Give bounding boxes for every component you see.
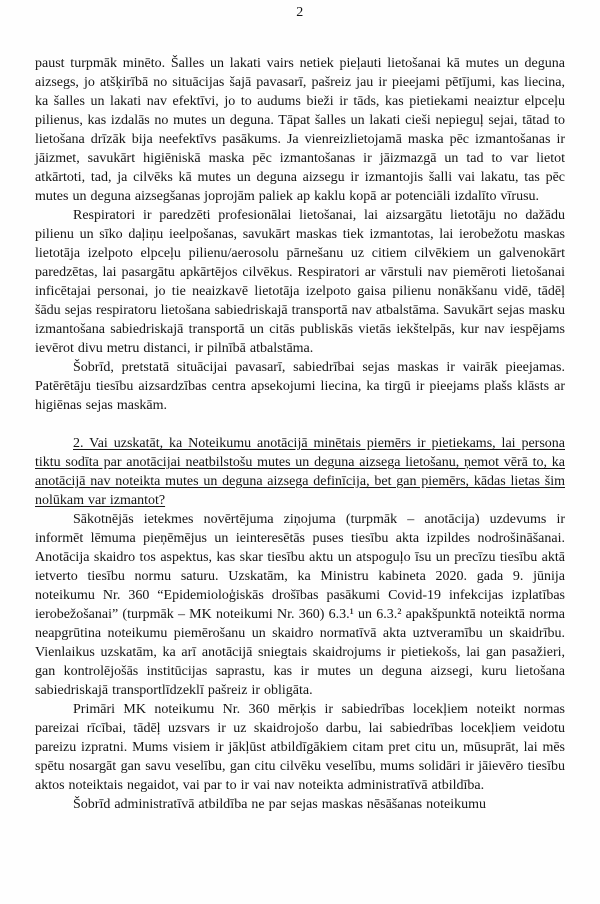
page-number: 2 <box>296 5 304 20</box>
paragraph-annotation-purpose: Sākotnējās ietekmes novērtējuma ziņojuma (turpmāk – anotācija) uzdevums ir informēt lēmuma pieņēmējus un ieinteresētās puses tiesību akta izpildes nodrošināšanai. Anotācija skaidro tos aspektus, kas skar tiesību aktu un atspoguļo īsu un precīzu tiesību aktā ietverto tiesību normu saturu. Uzskatām, ka Ministru kabineta 2020. gada 9. jūnija noteikumu Nr. 360 “Epidemioloģiskās drošības pasākumi Covid-19 infekcijas izplatības ierobežošanai” (turpmāk – MK noteikumi Nr. 360) 6.3.¹ un 6.3.² apakšpunktā noteiktā norma neapgrūtina noteikumu piemērošanu un skaidro normatīvā akta uztveramību un skaidrību. Vienlaikus uzskatām, ka arī anotācijā sniegtais skaidrojums ir pietiekošs, lai gan pasažieri, gan kontrolējošās institūcijas saprastu, kas ir mutes un deguna aizsegi, kuru lietošana sabiedriskajā transportlīdzeklī pašreiz ir obligāta. <box>35 512 565 698</box>
paragraph-continuation-scarves: paust turpmāk minēto. Šalles un lakati vairs netiek pieļauti lietošanai kā mutes un deguna aizsegs, jo atšķirībā no situācijas šajā pavasarī, pašreiz jau ir pieejami pētījumi, kas liecina, ka šalles un lakati nav efektīvi, jo to audums bieži ir tāds, kas pietiekami neaiztur elpceļu pilienus, kas izdalās no mutes un deguna. Tāpat šalles un lakati cieši nepieguļ sejai, tātad to lietošana drīzāk bija neefektīvs pasākums. Ja vienreizlietojamā maska pēc izmantošanas ir jāizmet, savukārt higiēniskā maska pēc izmantošanas ir jāizmazgā un tad to var lietot atkārtoti, tad, ja cilvēks kā mutes un deguna aizsegu ir izmantojis šalli vai lakatu, tas pēc mutes un deguna aizsegšanas joprojām paliek ap kaklu kopā ar potenciāli izdalīto vīrusu. <box>35 56 565 204</box>
paragraph-final-line: Šobrīd administratīvā atbildība ne par sejas maskas nēsāšanas noteikumu <box>73 797 487 812</box>
paragraph-respirators: Respiratori ir paredzēti profesionālai lietošanai, lai aizsargātu lietotāju no dažādu pilienu un sīko daļiņu ieelpošanas, savukārt maskas tiek izmantotas, lai ierobežotu maskas lietotāja izelpoto elpceļu pilienu/aerosolu pārnešanu uz citiem cilvēkiem un galvenokārt paredzētas, lai pasargātu apkārtējos cilvēkus. Respiratori ar vārstuli nav piemēroti lietošanai inficētajai personai, jo tie neaizkavē lietotāja izelpoto gaisa pilienu nonākšanu vidē, tādēļ šādu sejas respiratoru lietošana sabiedriskajā transportā nav atbalstāma. Savukārt sejas masku izmantošana sabiedriskajā transportā un citās publiskās vietās iekštelpās, kur nav iespējams ievērot divu metru distanci, ir pilnībā atbalstāma. <box>35 208 565 356</box>
paragraph-primary-goal: Primāri MK noteikumu Nr. 360 mērķis ir sabiedrības locekļiem noteikt normas pareizai rīcībai, tādēļ uzsvars ir uz skaidrojošo darbu, lai sabiedrības locekļiem veidotu pareizu izpratni. Mums visiem ir jākļūst atbildīgākiem citam pret citu un, mūsuprāt, lai mēs spētu nosargāt gan savu veselību, gan citu cilvēku veselību, mums solidāri ir jāievēro tiesību aktos noteiktais negaidot, vai par to ir vai nav noteikta administratīvā atbildība. <box>35 702 565 793</box>
paragraph-mask-availability: Šobrīd, pretstatā situācijai pavasarī, sabiedrībai sejas maskas ir vairāk pieejamas. Patērētāju tiesību aizsardzības centra apsekojumi liecina, ka tirgū ir pieejams plašs klāsts ar higiēnas sejas maskām. <box>35 360 565 413</box>
document-body <box>35 54 565 814</box>
paragraph-question-2: 2. Vai uzskatāt, ka Noteikumu anotācijā minētais piemērs ir pietiekams, lai persona tiktu sodīta par anotācijai neatbilstošu mutes un deguna aizsega lietošanu, ņemot vērā to, ka anotācijā nav noteikta mutes un deguna aizsega definīcija, bet gan piemērs, kādas lietas šim nolūkam var izmantot? <box>35 436 565 508</box>
